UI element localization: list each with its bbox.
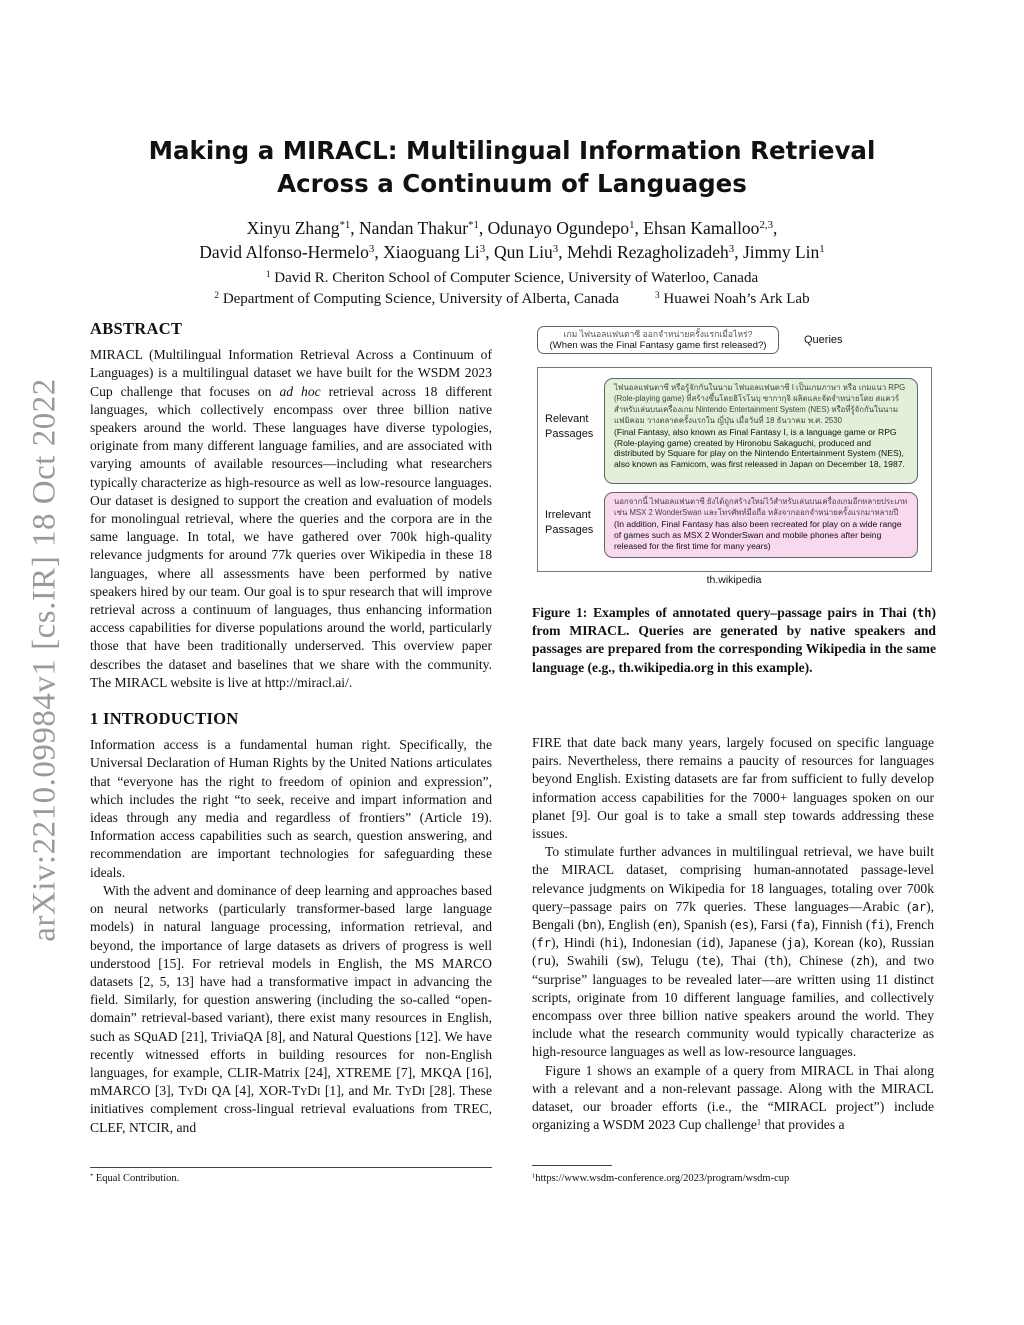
text-run: ), and two “surprise” languages to be revealed later—are written using 11 distinct scripts, originate from 10 different language families, and collectively encompass over three billion native speakers around the world. They include what the research community would typically characterize as high-resource languages as well as low-resource languages.	[532, 953, 934, 1060]
author-sep: ,	[374, 242, 384, 262]
author-sep: ,	[485, 242, 494, 262]
relevant-passage-english: (Final Fantasy, also known as Final Fantasy I, is a language game or RPG (Role-playing game) created by Hironobu Sakaguchi, produced and distributed by Square for play on the Nintendo Entertainment System (NES), also known as Famicom, was first released in Japan on December 18, 1987.	[614, 426, 905, 470]
author-sup: 3	[552, 243, 559, 256]
footnote-mark: 1	[532, 1172, 536, 1180]
author-sep: ,	[734, 242, 743, 262]
footnote-link[interactable]: https://www.wsdm-conference.org/2023/program/wsdm-cup	[535, 1173, 790, 1184]
author-sep: ,	[350, 218, 360, 238]
text-run: [1], and Mr.	[320, 1083, 397, 1099]
footnote-wsdm-cup	[532, 1173, 789, 1184]
text-run: MIRACL (Multilingual Information Retrieval Across a Continuum of Languages) is a multilingual dataset we have built for the WSDM 2023 Cup challenge that focuses on	[90, 347, 492, 399]
intro-paragraph-5	[532, 1062, 934, 1135]
author-name: Ehsan Kamalloo	[643, 218, 760, 238]
query-box	[537, 326, 779, 354]
author-name: David Alfonso-Hermelo	[199, 242, 369, 262]
intro-paragraph-4	[532, 843, 934, 1061]
text-run: ), Chinese (	[783, 953, 856, 969]
author-sup: 3	[479, 243, 486, 256]
author-name: Nandan Thakur	[359, 218, 469, 238]
text-run: ), French (	[532, 917, 934, 951]
footnote-rule	[532, 1165, 612, 1166]
arxiv-id: arXiv:2210.09984v1 [cs.IR] 18 Oct 2022	[26, 378, 63, 942]
text-run: ), English (	[596, 917, 658, 933]
author-name: Jimmy Lin	[742, 242, 820, 262]
language-code: ru	[536, 954, 551, 969]
author-sep: ,	[773, 218, 778, 238]
text-run: ), Korean (	[800, 935, 864, 951]
intro-paragraph-2	[90, 882, 492, 1137]
text-run: ), Swahili (	[550, 953, 621, 969]
relevant-passages-label	[545, 412, 593, 442]
author-list	[100, 216, 924, 264]
relevant-passage-thai: ไฟนอลแฟนตาซี หรือรู้จักกันในนาม ไฟนอลแฟนตาซี I เป็นเกมภาษา หรือ เกมแนว RPG (Role-playing game) ที่สร้างขึ้นโดยฮิโรโนบุ ซากากุจิ ผลิตและจัดจำหน่ายโดย สแควร์ สำหรับเล่นบนเครื่องเกม Nintendo Entertainment System (NES) หรือที่รู้จักกันในนาม แฟมิคอม วางตลาดครั้งแรกใน ญี่ปุ่น เมื่อวันที่ 18 ธันวาคม พ.ศ. 2530	[614, 383, 906, 425]
text-run: ), Finnish (	[810, 917, 871, 933]
affiliation-num: 1	[265, 269, 271, 280]
author-sup: *1	[468, 219, 479, 232]
footnote-rule	[90, 1167, 492, 1168]
language-code: te	[701, 954, 716, 969]
author-sup: 3	[368, 243, 375, 256]
text-run: ) from MIRACL. Queries are generated by native speakers and passages are prepared from the corresponding Wikipedia in the same language (e.g., th.wikipedia.org in this example).	[532, 605, 936, 675]
figure-1-caption	[532, 604, 936, 677]
abstract-heading: ABSTRACT	[90, 319, 183, 338]
author-sup: *1	[339, 219, 351, 232]
footnote-mark: *	[90, 1172, 94, 1180]
text-run: Figure 1 shows an example of a query from MIRACL in Thai along with a relevant and a non-relevant passage. Along with the MIRACL dataset, our broader efforts (i.e., the “MIRACL project”) include organizing a WSDM 2023 Cup challenge	[532, 1062, 934, 1133]
text-run: ), Telugu (	[635, 953, 702, 969]
text-run: that provides a	[761, 1117, 845, 1133]
affiliation-1	[100, 268, 924, 289]
footnote-text: Equal Contribution.	[93, 1173, 180, 1184]
tydi-smallcaps: TyDi	[178, 1083, 208, 1099]
author-name: Qun Liu	[493, 242, 553, 262]
affiliation-num: 2	[214, 290, 220, 301]
language-code: ja	[786, 936, 801, 951]
text-run: ), Hindi (	[550, 935, 605, 951]
language-code: es	[734, 918, 750, 933]
text-run: ), Thai (	[715, 953, 769, 969]
language-code: en	[657, 918, 673, 933]
text-run: ), Bengali (	[532, 898, 934, 933]
arxiv-stamp	[14, 370, 76, 950]
abstract-text	[90, 346, 492, 692]
tydi-smallcaps: TyDi	[396, 1083, 425, 1099]
author-sup: 1	[819, 243, 825, 256]
author-sup: 2,3	[759, 219, 773, 232]
footnote-equal-contribution	[90, 1173, 179, 1184]
author-sep: ,	[634, 218, 644, 238]
text-run: ), Spanish (	[672, 917, 735, 933]
irrelevant-passage-english: (In addition, Final Fantasy has also been recreated for play on a wide range of games such as MSX 2 WonderSwan and mobile phones after being released for the first time for many years)	[614, 518, 902, 551]
paper-title: Making a MIRACL: Multilingual Information Retrieval Across a Continuum of Languages	[148, 136, 876, 198]
language-code: fa	[795, 918, 811, 933]
language-code: zh	[855, 954, 871, 969]
affiliation-text: Huawei Noah’s Ark Lab	[663, 291, 810, 307]
author-name: Odunayo Ogundepo	[487, 218, 630, 238]
language-code: fr	[536, 936, 551, 951]
intro-paragraph-1: Information access is a fundamental human right. Specifically, the Universal Declaration of Human Rights by the United Nations articulates that “everyone has the right to freedom of opinion and expression”, which includes the right “to seek, receive and impart information and ideas through any media and regardless of frontiers” (Article 19). Information access capabilities such as search, question answering, and recommendation are important technologies for safeguarding these ideals.	[90, 737, 492, 880]
irrelevant-passages-label	[545, 508, 593, 538]
query-thai: เกม ไฟนอลแฟนตาซี ออกจำหน่ายครั้งแรกเมื่อไหร่?	[563, 329, 753, 339]
affiliation-num: 3	[654, 290, 660, 301]
author-line-2	[100, 240, 924, 264]
language-code: ko	[863, 936, 878, 951]
affiliation-text: David R. Cheriton School of Computer Science, University of Waterloo, Canada	[274, 270, 759, 286]
right-column	[532, 734, 934, 1134]
text-run: With the advent and dominance of deep learning and approaches based on neural networks (particularly transformer-based large language models) in natural language processing, information retrieval, and beyond, the importance of large datasets as drivers of progress is well understood [15]. For retrieval models in English, the MS MARCO datasets [2, 5, 13] have had a transformative impact in advancing the field. Similarly, for question answering (including the so-called “open-domain” retrieval-based variant), there exist many resources in English, such as SQuAD [21], TriviaQA [8], and Natural Questions [12]. We have recently witnessed efforts in building resources for non-English languages, for example, CLIR-Matrix [24], XTREME [7], MKQA [16], mMARCO [3],	[90, 882, 492, 1099]
language-code: id	[701, 936, 716, 951]
author-line-1	[100, 216, 924, 240]
author-sep: ,	[478, 218, 488, 238]
author-name: Mehdi Rezagholizadeh	[566, 242, 729, 262]
language-code: ar	[911, 899, 927, 914]
text-run: ), Farsi (	[749, 917, 796, 933]
intro-heading: 1 INTRODUCTION	[90, 709, 239, 729]
text-run: To stimulate further advances in multilingual retrieval, we have built the MIRACL dataset, comprising human-annotated passage-level relevance judgments on Wikipedia for 18 languages, totaling over 700k query–passage pairs on 77k queries. These languages—Arabic (	[532, 844, 934, 914]
language-code: hi	[604, 936, 619, 951]
text-run: QA [4], XOR-	[207, 1083, 292, 1099]
queries-label: Queries	[804, 334, 843, 346]
relevant-passage-box	[604, 378, 918, 484]
affiliation-row-2	[100, 289, 924, 310]
text-run: ), Indonesian (	[618, 935, 702, 951]
affiliations	[100, 268, 924, 310]
irrelevant-passage-box	[604, 492, 918, 558]
affiliation-text: Department of Computing Science, University of Alberta, Canada	[222, 291, 619, 307]
query-english: (When was the Final Fantasy game first released?)	[549, 340, 767, 351]
left-column	[90, 320, 492, 1137]
author-sup: 3	[728, 243, 735, 256]
irrelevant-passage-thai: นอกจากนี้ ไฟนอลแฟนตาซี ยังได้ถูกสร้างใหม่ไว้สำหรับเล่นบนเครื่องเกมอีกหลายประเภท เช่น MSX 2 WonderSwan และโทรศัพท์มือถือ หลังจากออกจำหน่ายครั้งแรกมาหลายปี	[614, 497, 908, 517]
text-run: retrieval across 18 different languages, which collectively encompass over three billion native speakers around the world. These languages have diverse typologies, originate from many different language families, and are associated with varying amounts of available resources—including what researchers typically characterize as high-resource as well as low-resource languages. Our dataset is designed to support the creation and evaluation of models for monolingual retrieval, where the queries and the corpora are in the same language. In total, we have gathered over 700k high-quality relevance judgments for around 77k queries over Wikipedia in these 18 languages, where all assessments have been performed by native speakers hired by our team. Our goal is to spur research that will improve retrieval across a continuum of languages, thus enhancing information access capabilities for diverse populations around the world, particularly those that have been traditionally underserved. This overview paper describes the dataset and baselines that we share with the community. The MIRACL website is live at http://miracl.ai/.	[90, 383, 493, 690]
language-code: th	[768, 954, 784, 969]
author-sup: 1	[629, 219, 635, 232]
text-run: Figure 1: Examples of annotated query–passage pairs in Thai (	[532, 605, 918, 620]
author-name: Xiaoguang Li	[383, 242, 480, 262]
figure-1	[532, 322, 936, 592]
text-run: ), Russian (	[532, 935, 934, 969]
language-code: fi	[870, 918, 885, 933]
tydi-smallcaps: TyDi	[291, 1083, 321, 1099]
author-sep: ,	[558, 242, 567, 262]
text-run: ), Japanese (	[715, 935, 787, 951]
figure-source: th.wikipedia	[706, 574, 762, 586]
text-emphasis: ad hoc	[279, 383, 321, 399]
label-text: Irrelevant Passages	[545, 509, 594, 536]
label-text: Relevant Passages	[545, 413, 594, 440]
footnote-ref: 1	[756, 1116, 762, 1127]
author-name: Xinyu Zhang	[246, 218, 340, 238]
language-code: sw	[621, 954, 636, 969]
language-code: th	[917, 606, 932, 620]
text-run: [28]. These initiatives complement cross-lingual retrieval evaluations from TREC, CLEF, NTCIR, and	[90, 1083, 493, 1135]
intro-paragraph-3: FIRE that date back many years, largely focused on specific language pairs. Nevertheless, there remains a paucity of resources for languages beyond English. Existing datasets are far from sufficient to fully develop information access capabilities for the 7000+ languages spoken on our planet [9]. Our goal is to take a small step towards addressing these issues.	[532, 735, 934, 842]
language-code: bn	[582, 918, 597, 933]
